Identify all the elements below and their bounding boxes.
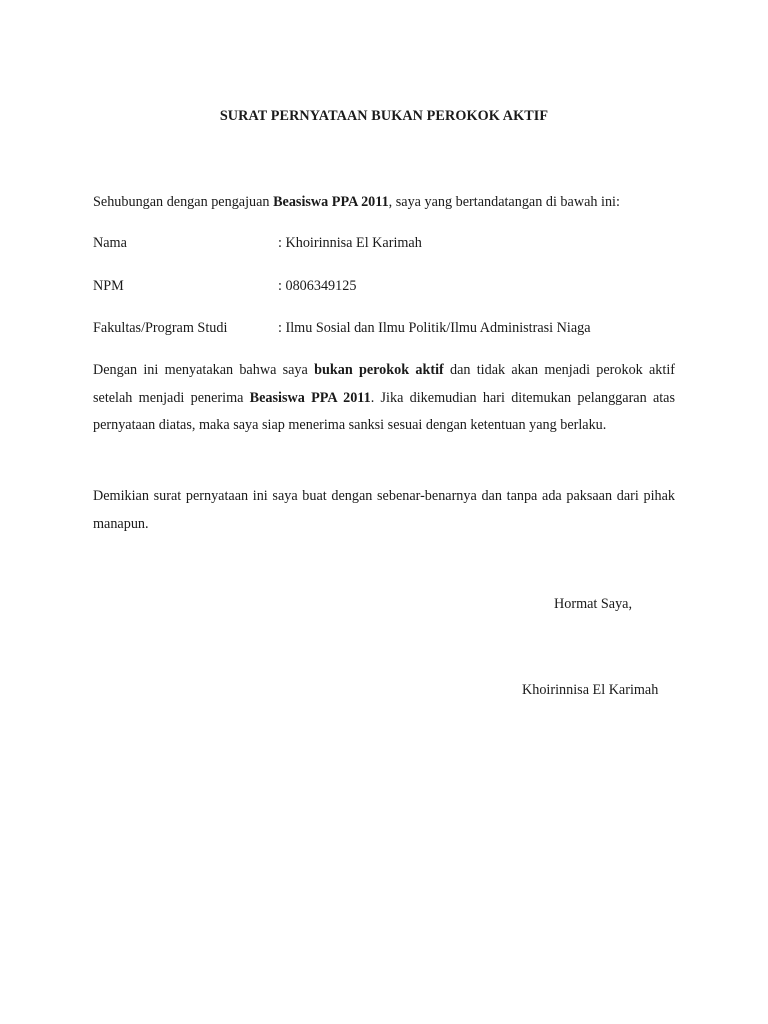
statement-text-2: dan tidak akan menjadi perokok aktif setelah menjadi penerima: [93, 362, 675, 406]
field-row-fakultas: [93, 320, 683, 337]
field-label-npm: NPM: [93, 278, 124, 294]
field-row-nama: [93, 235, 683, 252]
field-label-nama: Nama: [93, 235, 127, 251]
intro-text-before: Sehubungan dengan pengajuan: [93, 194, 274, 210]
document-title: SURAT PERNYATAAN BUKAN PEROKOK AKTIF: [219, 108, 549, 124]
field-value-nama: : Khoirinnisa El Karimah: [278, 235, 422, 251]
statement-bold-2: Beasiswa PPA 2011: [249, 389, 371, 406]
field-row-npm: [93, 278, 683, 295]
signer-name: Khoirinnisa El Karimah: [522, 682, 659, 698]
intro-paragraph: [93, 194, 683, 211]
statement-text-1: Dengan ini menyatakan bahwa saya: [93, 362, 315, 378]
field-value-npm: : 0806349125: [278, 278, 357, 294]
statement-text-3: . Jika dikemudian hari ditemukan pelanggaran atas pernyataan diatas, maka saya siap menerima sanksi sesuai dengan ketentuan yang berlaku.: [93, 389, 676, 433]
statement-paragraph: [93, 357, 675, 440]
closing-salutation: Hormat Saya,: [554, 596, 633, 612]
intro-scholarship-name: Beasiswa PPA 2011: [273, 194, 389, 210]
field-label-fakultas: Fakultas/Program Studi: [93, 320, 228, 336]
closing-paragraph: Demikian surat pernyataan ini saya buat dengan sebenar-benarnya dan tanpa ada paksaan dari pihak manapun.: [93, 488, 675, 532]
statement-bold-1: bukan perokok aktif: [314, 362, 444, 378]
field-value-fakultas: : Ilmu Sosial dan Ilmu Politik/Ilmu Administrasi Niaga: [278, 320, 591, 336]
intro-text-after: , saya yang bertandatangan di bawah ini:: [388, 194, 620, 210]
